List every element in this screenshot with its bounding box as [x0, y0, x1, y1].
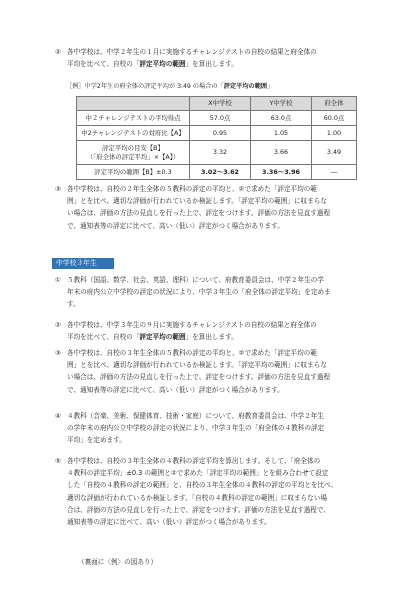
item-text-line: ４教科の評定平均」±0.3 の範囲と②で求めた「評定平均の範囲」とを組み合わせて設定: [67, 469, 329, 478]
table-cell: ―: [312, 165, 357, 180]
item-text-line: い場合は、評価の方法の見直しを行った上で、評定をつけます。評価の方法を見直す過程: [67, 373, 331, 382]
table-header-cell: 府全体: [312, 97, 357, 111]
item-text-line: した「自校の４教科の評定の範囲」と、自校の３年生全体の４教科の評定の平均とを比べ、: [67, 481, 338, 490]
item-text-line: 囲」とを比べ、適切な評価が行われているか検証します。「評定平均の範囲」に収まらな: [67, 197, 327, 206]
table-cell: 63.0点: [251, 111, 312, 126]
item-2-grade2: [55, 46, 373, 70]
section-header-grade3: 中学校３年生: [52, 258, 114, 269]
item-3-grade2: [55, 183, 373, 232]
table-header-cell: X中学校: [190, 97, 251, 111]
table-row: [77, 126, 357, 141]
item-4-grade3: [55, 410, 373, 447]
item-5-grade3: [55, 455, 373, 528]
table-cell: 3.02～3.62: [190, 165, 251, 180]
item-text-line: ５教科（国語、数学、社会、英語、理科）について、府教育委員会は、中学２年生の学: [67, 276, 324, 284]
table-header-cell: [77, 97, 190, 111]
item-number: ①: [55, 276, 61, 284]
item-text-line: 囲」とを比べ、適切な評価が行われているか検証します。「評定平均の範囲」に収まらな: [67, 361, 327, 370]
item-3-grade3: [55, 347, 373, 396]
table-header-cell: Y中学校: [251, 97, 312, 111]
table-row-label: 中2チャレンジテストの対府比【A】: [77, 126, 190, 141]
table-cell: 3.32: [190, 141, 251, 165]
table-cell: 1.05: [251, 126, 312, 141]
item-text-line: で、通知表等の評定に比べて、高い（低い）評定がつく場合があります。: [67, 385, 284, 394]
item-number: ③: [55, 185, 61, 193]
item-1-grade3: [55, 274, 373, 311]
table-row-label: 評定平均の目安【B】 （「府全体の評定平均」×【A】）: [77, 141, 190, 165]
table-cell: 0.95: [190, 126, 251, 141]
table-cell: 3.36～3.96: [251, 165, 312, 180]
example-table: [76, 96, 357, 180]
item-text-line: の学年末の府内公立中学校の評定の状況により、中学３年生の「府全体の４教科の評定: [67, 424, 325, 433]
example-title: ［例］中学2年生の府全体の評定平均が 3.49 の場合の「評定平均の範囲」: [66, 83, 274, 90]
item-text-line: 平均を比べて、自校の「評定平均の範囲」を算出します。: [67, 60, 238, 69]
item-2-grade3: [55, 319, 373, 343]
table-cell: 60.0点: [312, 111, 357, 126]
example-block: [66, 82, 372, 180]
item-text-line: 各中学校は、中学３年生の９月に実施するチャレンジテストの自校の結果と府全体の: [67, 321, 317, 329]
item-number: ②: [55, 321, 61, 329]
item-text-line: す。: [67, 300, 80, 309]
table-header-row: [77, 97, 357, 111]
table-row-label: 評定平均の範囲【B】±0.3: [77, 165, 190, 180]
table-cell: 57.0点: [190, 111, 251, 126]
table-row: [77, 165, 357, 180]
item-number: ②: [55, 48, 61, 56]
item-text-line: 各中学校は、自校の２年生全体の５教科の評定の平均と、②で求めた「評定平均の範: [67, 185, 317, 193]
item-text-line: 各中学校は、中学２年生の１月に実施するチャレンジテストの自校の結果と府全体の: [67, 48, 317, 56]
emphasis-text: 評定平均の範囲: [139, 60, 186, 69]
table-cell: 3.49: [312, 141, 357, 165]
item-text-line: 合は、評価の方法の見直しを行った上で、評定をつけます。評価の方法を見直す過程で、: [67, 505, 330, 514]
item-text-line: 年末の府内公立中学校の評定の状況により、中学３年生の「府全体の評定平均」を定めま: [67, 288, 331, 297]
item-number: ③: [55, 349, 61, 357]
table-cell: 1.00: [312, 126, 357, 141]
table-cell: 3.66: [251, 141, 312, 165]
emphasis-text: 評定平均の範囲: [139, 333, 186, 342]
item-text-line: で、通知表等の評定に比べて、高い（低い）評定がつく場合があります。: [67, 221, 284, 230]
item-text-line: 平均を比べて、自校の「評定平均の範囲」を算出します。: [67, 333, 238, 342]
table-row-label: 中２チャレンジテストの平均得点: [77, 111, 190, 126]
page-note: （裏面に〈例〉の図あり）: [78, 558, 158, 566]
table-row: [77, 111, 357, 126]
item-text-line: 各中学校は、自校の３年生全体の４教科の評定平均を算出します。そして、「府全体の: [67, 457, 321, 465]
item-text-line: ４教科（音楽、美術、保健体育、技術・家庭）について、府教育委員会は、中学２年生: [67, 412, 324, 420]
item-text-line: 各中学校は、自校の３年生全体の５教科の評定の平均と、②で求めた「評定平均の範: [67, 349, 317, 357]
item-number: ④: [55, 412, 61, 420]
item-number: ⑤: [55, 457, 61, 465]
item-text-line: 平均」を定めます。: [67, 436, 126, 445]
table-row: [77, 141, 357, 165]
item-text-line: 通知表等の評定に比べて、高い（低い）評定がつく場合があります。: [67, 518, 271, 527]
item-text-line: 適切な評価が行われているか検証します。「自校の４教科の評定の範囲」に収まらない場: [67, 493, 327, 502]
item-text-line: い場合は、評価の方法の見直しを行った上で、評定をつけます。評価の方法を見直す過程: [67, 209, 331, 218]
